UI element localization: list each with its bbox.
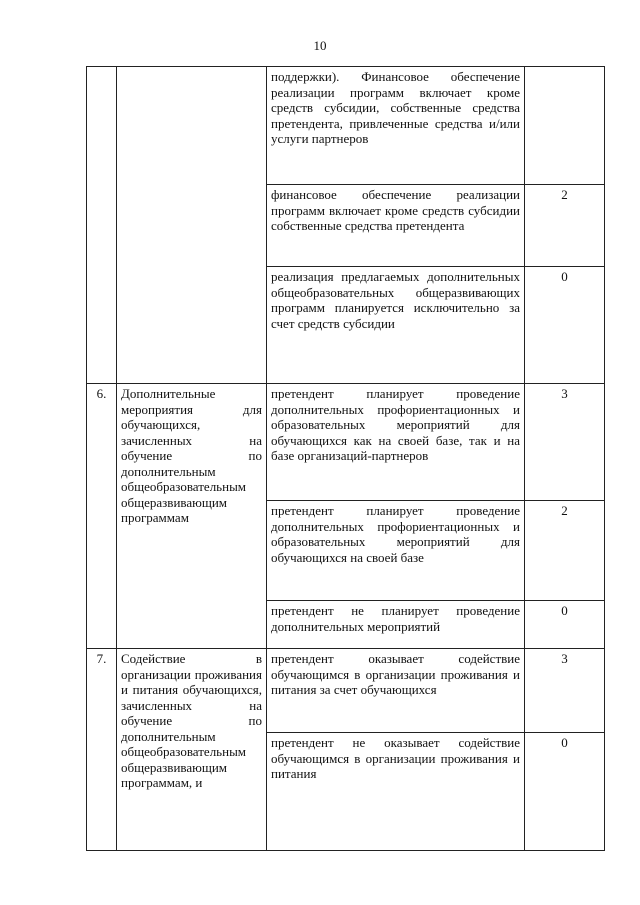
option-description (267, 601, 525, 649)
option-score: 0 (525, 733, 605, 851)
criterion-name (117, 67, 267, 384)
criteria-table (86, 66, 605, 851)
option-text: поддержки). Финансовое обеспечение реализации программ включает кроме средств субсидии, собственные средства претендента, привлеченные средства и/или услуги партнеров (271, 69, 520, 146)
option-description (267, 185, 525, 267)
page-number: 10 (313, 38, 327, 53)
option-score: 2 (525, 501, 605, 601)
option-description (267, 67, 525, 185)
option-description (267, 501, 525, 601)
option-text: претендент не оказывает содействие обучающимся в организации проживания и питания (271, 735, 520, 781)
option-description (267, 649, 525, 733)
table-row (87, 67, 605, 185)
criterion-number: 6. (87, 384, 117, 649)
option-text: финансовое обеспечение реализации программ включает кроме средств субсидии собственные средства претендента (271, 187, 520, 233)
option-text: претендент планирует проведение дополнительных профориентационных и образовательных мероприятий для обучающихся как на своей базе, так и на базе организаций-партнеров (271, 386, 520, 463)
table-row (87, 649, 605, 733)
criterion-number: 7. (87, 649, 117, 851)
option-description (267, 384, 525, 501)
option-score: 2 (525, 185, 605, 267)
option-text: претендент не планирует проведение дополнительных мероприятий (271, 603, 520, 634)
option-description (267, 733, 525, 851)
option-text: реализация предлагаемых дополнительных общеобразовательных общеразвивающих программ планируется исключительно за счет средств субсидии (271, 269, 520, 331)
option-score: 3 (525, 384, 605, 501)
criterion-name: Дополнительные мероприятия для обучающихся, зачисленных на обучение по дополнительным общеобразовательным общеразвивающим программам (117, 384, 267, 649)
option-text: претендент оказывает содействие обучающимся в организации проживания и питания за счет обучающихся (271, 651, 520, 697)
option-score: 0 (525, 267, 605, 384)
option-score: 0 (525, 601, 605, 649)
criterion-name: Содействие в организации проживания и питания обучающихся, зачисленных на обучение по дополнительным общеобразовательным общеразвивающим программам, и (117, 649, 267, 851)
table-row (87, 384, 605, 501)
option-text: претендент планирует проведение дополнительных профориентационных и образовательных мероприятий для обучающихся на своей базе (271, 503, 520, 565)
option-score (525, 67, 605, 185)
option-description (267, 267, 525, 384)
criterion-number (87, 67, 117, 384)
option-score: 3 (525, 649, 605, 733)
